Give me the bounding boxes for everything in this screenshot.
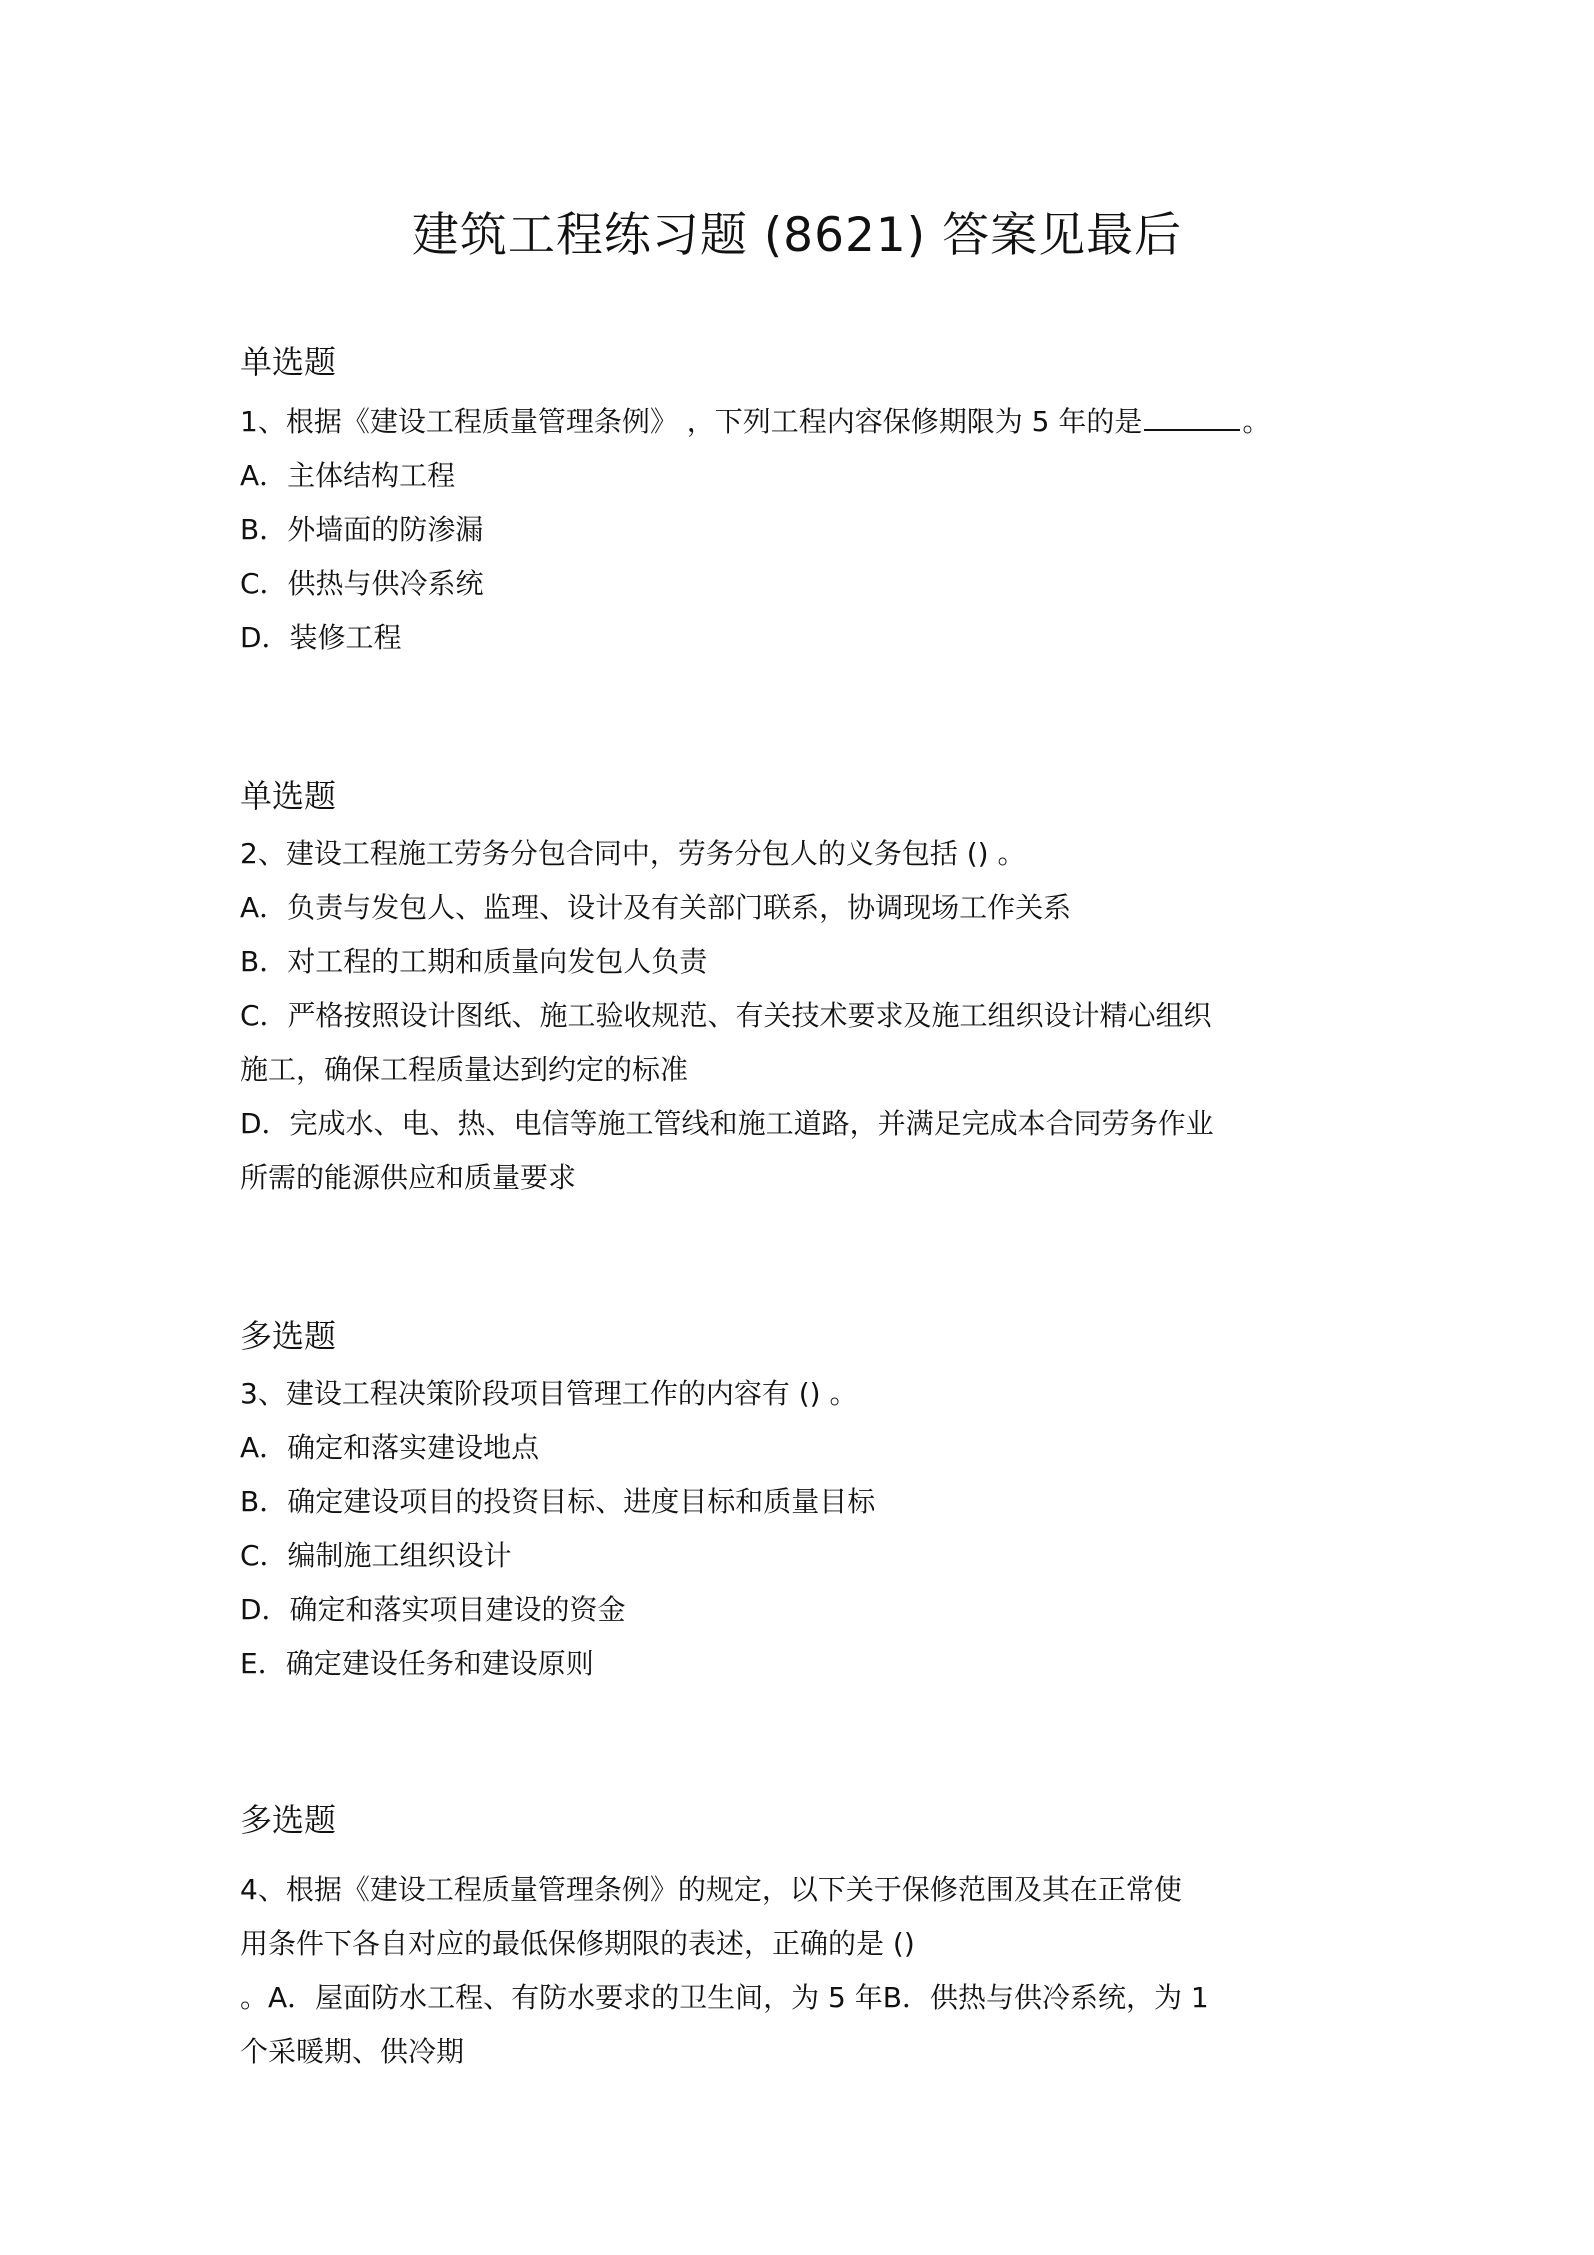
option-line: C．严格按照设计图纸、施工验收规范、有关技术要求及施工组织设计精心组织 <box>240 999 1212 1032</box>
option-line: A．负责与发包人、监理、设计及有关部门联系，协调现场工作关系 <box>240 891 1072 924</box>
question-stem-continued: 用条件下各自对应的最低保修期限的表述，正确的是 () <box>240 1927 915 1960</box>
page-title: 建筑工程练习题 (8621) 答案见最后 <box>411 208 1183 263</box>
question-stem: 4、根据《建设工程质量管理条例》的规定，以下关于保修范围及其在正常使 <box>240 1873 1182 1906</box>
option-line: D．完成水、电、热、电信等施工管线和施工道路，并满足完成本合同劳务作业 <box>240 1107 1214 1140</box>
option-line-continued: 施工，确保工程质量达到约定的标准 <box>240 1053 689 1086</box>
option-line: B．确定建设项目的投资目标、进度目标和质量目标 <box>240 1485 876 1518</box>
option-line: 。A．屋面防水工程、有防水要求的卫生间，为 5 年B．供热与供冷系统，为 1 <box>240 1981 1209 2014</box>
question-type-label: 多选题 <box>240 1801 337 1839</box>
option-line: D．确定和落实项目建设的资金 <box>240 1593 626 1626</box>
option-line: A．主体结构工程 <box>240 459 456 492</box>
question-type-label: 单选题 <box>240 343 337 381</box>
question-stem <box>240 402 1270 442</box>
question-type-label: 多选题 <box>240 1317 337 1355</box>
question-stem-text: 1、根据《建设工程质量管理条例》 ，下列工程内容保修期限为 5 年的是 <box>240 405 1143 438</box>
answer-blank <box>1144 403 1240 431</box>
question-stem-end: 。 <box>1242 405 1271 438</box>
question-type-label: 单选题 <box>240 777 337 815</box>
option-line: A．确定和落实建设地点 <box>240 1431 540 1464</box>
question-stem: 2、建设工程施工劳务分包合同中，劳务分包人的义务包括 () 。 <box>240 837 1026 870</box>
option-line-continued: 所需的能源供应和质量要求 <box>240 1161 577 1194</box>
question-stem: 3、建设工程决策阶段项目管理工作的内容有 () 。 <box>240 1377 858 1410</box>
option-line: D．装修工程 <box>240 621 402 654</box>
option-line: E．确定建设任务和建设原则 <box>240 1647 594 1680</box>
option-line: C．编制施工组织设计 <box>240 1539 512 1572</box>
option-line: C．供热与供冷系统 <box>240 567 484 600</box>
option-line-continued: 个采暖期、供冷期 <box>240 2035 465 2068</box>
option-line: B．外墙面的防渗漏 <box>240 513 484 546</box>
option-line: B．对工程的工期和质量向发包人负责 <box>240 945 708 978</box>
